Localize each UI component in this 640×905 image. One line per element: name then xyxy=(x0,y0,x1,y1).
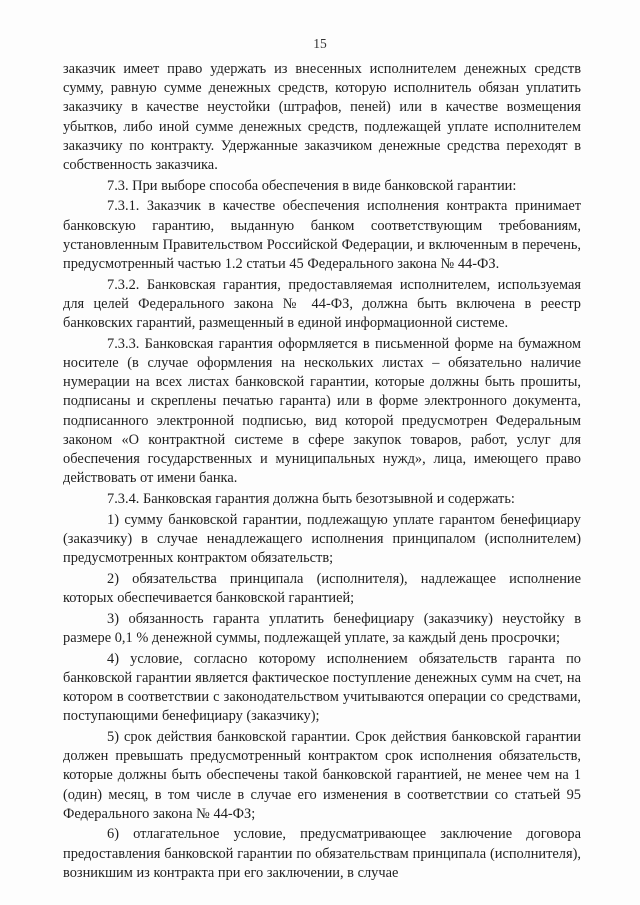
paragraph-7-3-2: 7.3.2. Банковская гарантия, предоставляемая исполнителем, используемая для целей Федерального закона № 44-ФЗ, должна быть включена в реестр банковских гарантий, размещенный в единой информационной системе. xyxy=(63,276,581,332)
document-body xyxy=(63,60,581,885)
paragraph-7-3-3: 7.3.3. Банковская гарантия оформляется в письменной форме на бумажном носителе (в случае оформления на нескольких листах – обязательно наличие нумерации на всех листах банковской гарантии, которые должны быть прошиты, подписаны и скреплены печатью гаранта) или в форме электронного документа, подписанного электронной подписью, вид которой предусмотрен Федеральным законом «О контрактной системе в сфере закупок товаров, работ, услуг для обеспечения государственных и муниципальных нужд», лица, имеющего право действовать от имени банка. xyxy=(63,335,581,487)
list-item-3: 3) обязанность гаранта уплатить бенефициару (заказчику) неустойку в размере 0,1 % денежной суммы, подлежащей уплате, за каждый день просрочки; xyxy=(63,610,581,646)
paragraph-7-3: 7.3. При выборе способа обеспечения в виде банковской гарантии: xyxy=(107,177,517,194)
paragraph-7-3-4: 7.3.4. Банковская гарантия должна быть безотзывной и содержать: xyxy=(107,490,515,507)
list-item-1: 1) сумму банковской гарантии, подлежащую уплате гарантом бенефициару (заказчику) в случае ненадлежащего исполнения принципалом (исполнителем) предусмотренных контрактом обязательств; xyxy=(63,511,581,567)
paragraph-7-3-1: 7.3.1. Заказчик в качестве обеспечения исполнения контракта принимает банковскую гарантию, выданную банком соответствующим требованиям, установленным Правительством Российской Федерации, и включенным в перечень, предусмотренный частью 1.2 статьи 45 Федерального закона № 44-ФЗ. xyxy=(63,198,581,273)
page-number: 15 xyxy=(313,36,327,51)
paragraph-continuation: заказчик имеет право удержать из внесенных исполнителем денежных средств сумму, равную сумме денежных средств, которую исполнитель обязан уплатить заказчику в качестве неустойки (штрафов, пеней) или в качестве возмещения убытков, либо иной сумме денежных средств, подлежащей уплате исполнителем заказчику по контракту. Удержанные заказчиком денежные средства переходят в собственность заказчика. xyxy=(63,61,581,174)
list-item-4: 4) условие, согласно которому исполнением обязательств гаранта по банковской гарантии является фактическое поступление денежных сумм на счет, на котором в соответствии с законодательством учитываются операции со средствами, поступающими бенефициару (заказчику); xyxy=(63,650,581,725)
list-item-2: 2) обязательства принципала (исполнителя), надлежащее исполнение которых обеспечивается банковской гарантией; xyxy=(63,570,581,606)
list-item-6: 6) отлагательное условие, предусматривающее заключение договора предоставления банковской гарантии по обязательствам принципала (исполнителя), возникшим из контракта при его заключении, в случае xyxy=(63,826,581,881)
list-item-5: 5) срок действия банковской гарантии. Срок действия банковской гарантии должен превышать предусмотренный контрактом срок исполнения обязательств, которые должны быть обеспечены такой банковской гарантией, не менее чем на 1 (один) месяц, в том числе в случае его изменения в соответствии со статьей 95 Федерального закона № 44-ФЗ; xyxy=(63,728,581,822)
